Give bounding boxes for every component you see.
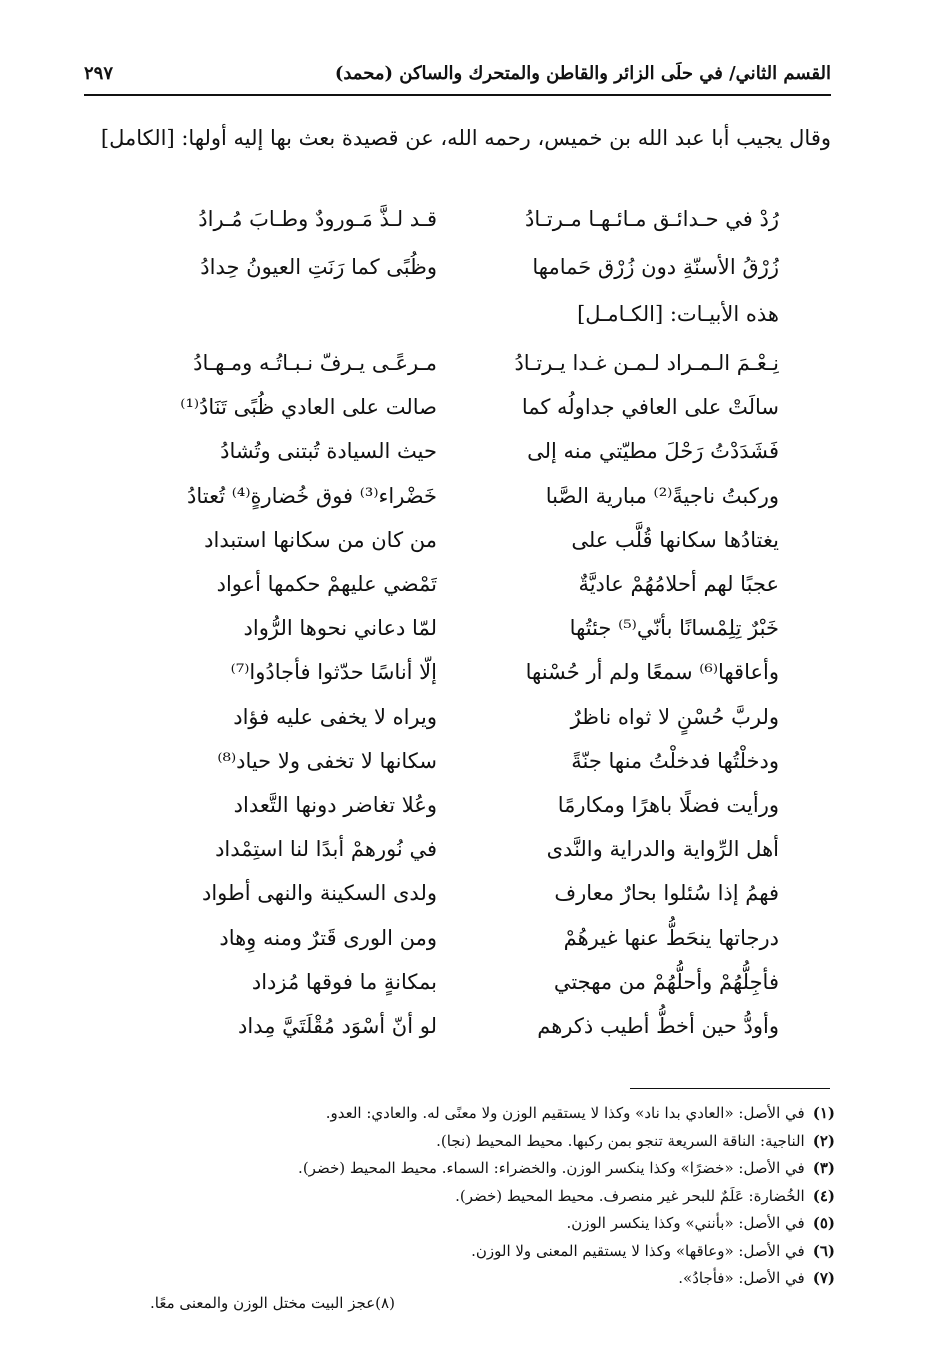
footnote — [678, 1265, 835, 1291]
second-hemistich: ولدى السكينة والنهى أطواد — [202, 881, 437, 906]
verse-line — [0, 1003, 931, 1049]
first-hemistich: رُدْ في حـدائـق مـائـهـا مـرتـادُ — [525, 207, 779, 231]
header-title: القسم الثاني/ في حلَى الزائر والقاطن والمتحرك والساكن (محمد) — [334, 62, 831, 84]
verse-line — [0, 244, 931, 290]
first-hemistich: زُرْقُ الأسنّةِ دون زُرْق حَمامها — [532, 255, 779, 279]
verse-line — [0, 826, 931, 872]
first-hemistich: ولربَّ حُسْنٍ لا ثواه ناظرٌ — [570, 704, 779, 729]
footnote-text: في الأصل: «وعاقها» وكذا لا يستقيم المعنى ولا الوزن. — [471, 1241, 805, 1260]
first-hemistich: سالَتْ على العافي جداولُه كما — [521, 395, 779, 420]
second-hemistich: تَمْضي عليهمْ حكمها أعواد — [216, 572, 437, 596]
first-hemistich: خَبْرٌ تِلِمْسانًا بأنّي⁽⁵⁾ جئتُها — [569, 616, 779, 641]
footnote-text: في الأصل: «بأنني» وكذا ينكسر الوزن. — [566, 1214, 805, 1232]
first-hemistich: ورأيت فضلًا باهرًا ومكارمًا — [557, 793, 779, 817]
second-hemistich: وظُبًى كما رَنَتِ العيونُ حِدادُ — [200, 255, 437, 279]
first-hemistich: عجبًا لهم أحلامُهُمْ عاديَّةٌ — [578, 572, 779, 596]
first-hemistich: نِـعْـمَ الـمـراد لـمـن غـدا يـرتـادُ — [514, 351, 779, 375]
footnote-number: (٨) — [375, 1294, 395, 1312]
first-hemistich: درجاتها ينحَطُّ عنها غيرهُمْ — [563, 925, 779, 950]
verse-line — [0, 605, 931, 651]
second-hemistich: خَضْراء⁽³⁾ فوق خُضارةٍ⁽⁴⁾ تُعتادُ — [187, 483, 437, 508]
verse-line — [0, 340, 931, 386]
verse-line — [0, 694, 931, 740]
footnote — [298, 1155, 835, 1181]
verse-line — [0, 649, 931, 695]
first-hemistich: وأعاقها⁽⁶⁾ سمعًا ولم أر حُسْنها — [525, 660, 779, 685]
intro-paragraph: وقال يجيب أبا عبد الله بن خميس، رحمه الله، عن قصيدة بعث بها إليه أولها: [الكامل] — [100, 126, 831, 150]
second-hemistich: بمكانةٍ ما فوقها مُزداد — [251, 969, 437, 994]
second-hemistich: سكانها لا تخفى ولا حياد⁽⁸⁾ — [217, 748, 437, 773]
verse-line — [0, 428, 931, 474]
running-header — [84, 58, 831, 88]
second-hemistich: لو أنّ أسْوَد مُقْلَتَيَّ مِداد — [238, 1014, 437, 1038]
verse-line — [0, 384, 931, 430]
footnote — [326, 1100, 835, 1126]
first-hemistich: يغتادُها سكانها قُلَّب على — [571, 527, 779, 552]
second-hemistich: لمّا دعاني نحوها الرُّواد — [243, 616, 437, 641]
first-hemistich: فأجِلُّهُمْ وأحلُّهُمْ من مهجتي — [553, 969, 779, 994]
second-hemistich: ويراه لا يخفى عليه فؤاد — [233, 704, 437, 729]
footnote-text: الخُضارة: عَلَمٌ للبحر غير منصرف. محيط المحيط (خضر). — [455, 1186, 805, 1205]
footnote-number: (٣) — [812, 1159, 835, 1177]
footnote-text: الناجية: الناقة السريعة تنجو بمن ركبها. محيط المحيط (نجا). — [436, 1131, 805, 1150]
verse-line — [0, 196, 931, 242]
footnote — [150, 1290, 395, 1316]
verse-line — [0, 738, 931, 784]
verse-line — [0, 959, 931, 1005]
header-rule — [84, 94, 831, 96]
verse-line — [0, 473, 931, 519]
second-hemistich: في نُورهمْ أبدًا لنا استِمْداد — [215, 837, 437, 862]
footnote-text: في الأصل: «خضرًا» وكذا ينكسر الوزن. والخضراء: السماء. محيط المحيط (خضر). — [298, 1159, 805, 1177]
footnote-text: في الأصل: «العادي بدا ناد» وكذا لا يستقيم الوزن ولا معنًى له. والعادي: العدو. — [325, 1104, 805, 1122]
verse-line — [0, 782, 931, 828]
footnote — [455, 1183, 835, 1209]
page-number: ٢٩٧ — [84, 62, 114, 84]
footnote-number: (١) — [812, 1104, 835, 1122]
first-hemistich: فَشَدَدْتُ رَحْلَ مطيّتي منه إلى — [527, 439, 779, 464]
first-hemistich: وأودُّ حين أخطُّ أطيب ذكرهم — [537, 1014, 779, 1038]
footnote-text: في الأصل: «فأجادُ». — [678, 1269, 805, 1287]
verse-line — [0, 870, 931, 916]
verse-line — [0, 561, 931, 607]
footnote-number: (٢) — [812, 1131, 835, 1150]
first-hemistich: فهمُ إذا سُئلوا بحارٌ معارف — [554, 881, 779, 906]
footnote — [436, 1128, 835, 1154]
second-hemistich: وعُلا تغاضر دونها التَّعداد — [233, 793, 437, 817]
verse-line — [0, 517, 931, 563]
footnote-number: (٦) — [812, 1241, 835, 1260]
second-intro: هذه الأبيـات: [الكـامـل] — [577, 302, 779, 326]
second-hemistich: إلّا أناسًا حدّثوا فأجادُوا⁽⁷⁾ — [230, 660, 437, 685]
footnote-rule — [630, 1088, 830, 1089]
first-hemistich: أهل الرِّواية والدراية والنَّدى — [546, 837, 779, 862]
first-hemistich: وركبتُ ناجيةً⁽²⁾ مبارية الصَّبا — [545, 483, 779, 508]
second-hemistich: صالت على العادي ظُبًى تَنَادُ⁽¹⁾ — [180, 395, 437, 420]
footnote-number: (٥) — [812, 1214, 835, 1232]
second-hemistich: حيث السيادة تُبتنى وتُشادُ — [220, 439, 437, 464]
footnote-number: (٤) — [812, 1186, 835, 1205]
second-hemistich: من كان من سكانها استبداد — [204, 527, 437, 552]
footnote-number: (٧) — [812, 1269, 835, 1287]
footnote — [566, 1210, 835, 1236]
first-hemistich: ودخلْتُها فدخلْتُ منها جنّةً — [571, 748, 779, 773]
second-hemistich: مـرعًـى يـرفّ نـبـاتُـه ومـهـادُ — [193, 351, 437, 375]
verse-line — [0, 915, 931, 961]
footnote — [471, 1238, 835, 1264]
footnote-text: عجز البيت مختل الوزن والمعنى معًا. — [150, 1294, 376, 1312]
second-hemistich: ومن الورى قَترٌ ومنه وِهاد — [219, 925, 437, 950]
second-hemistich: قـد لـذَّ مَـورودٌ وطـابَ مُـرادُ — [198, 207, 437, 231]
